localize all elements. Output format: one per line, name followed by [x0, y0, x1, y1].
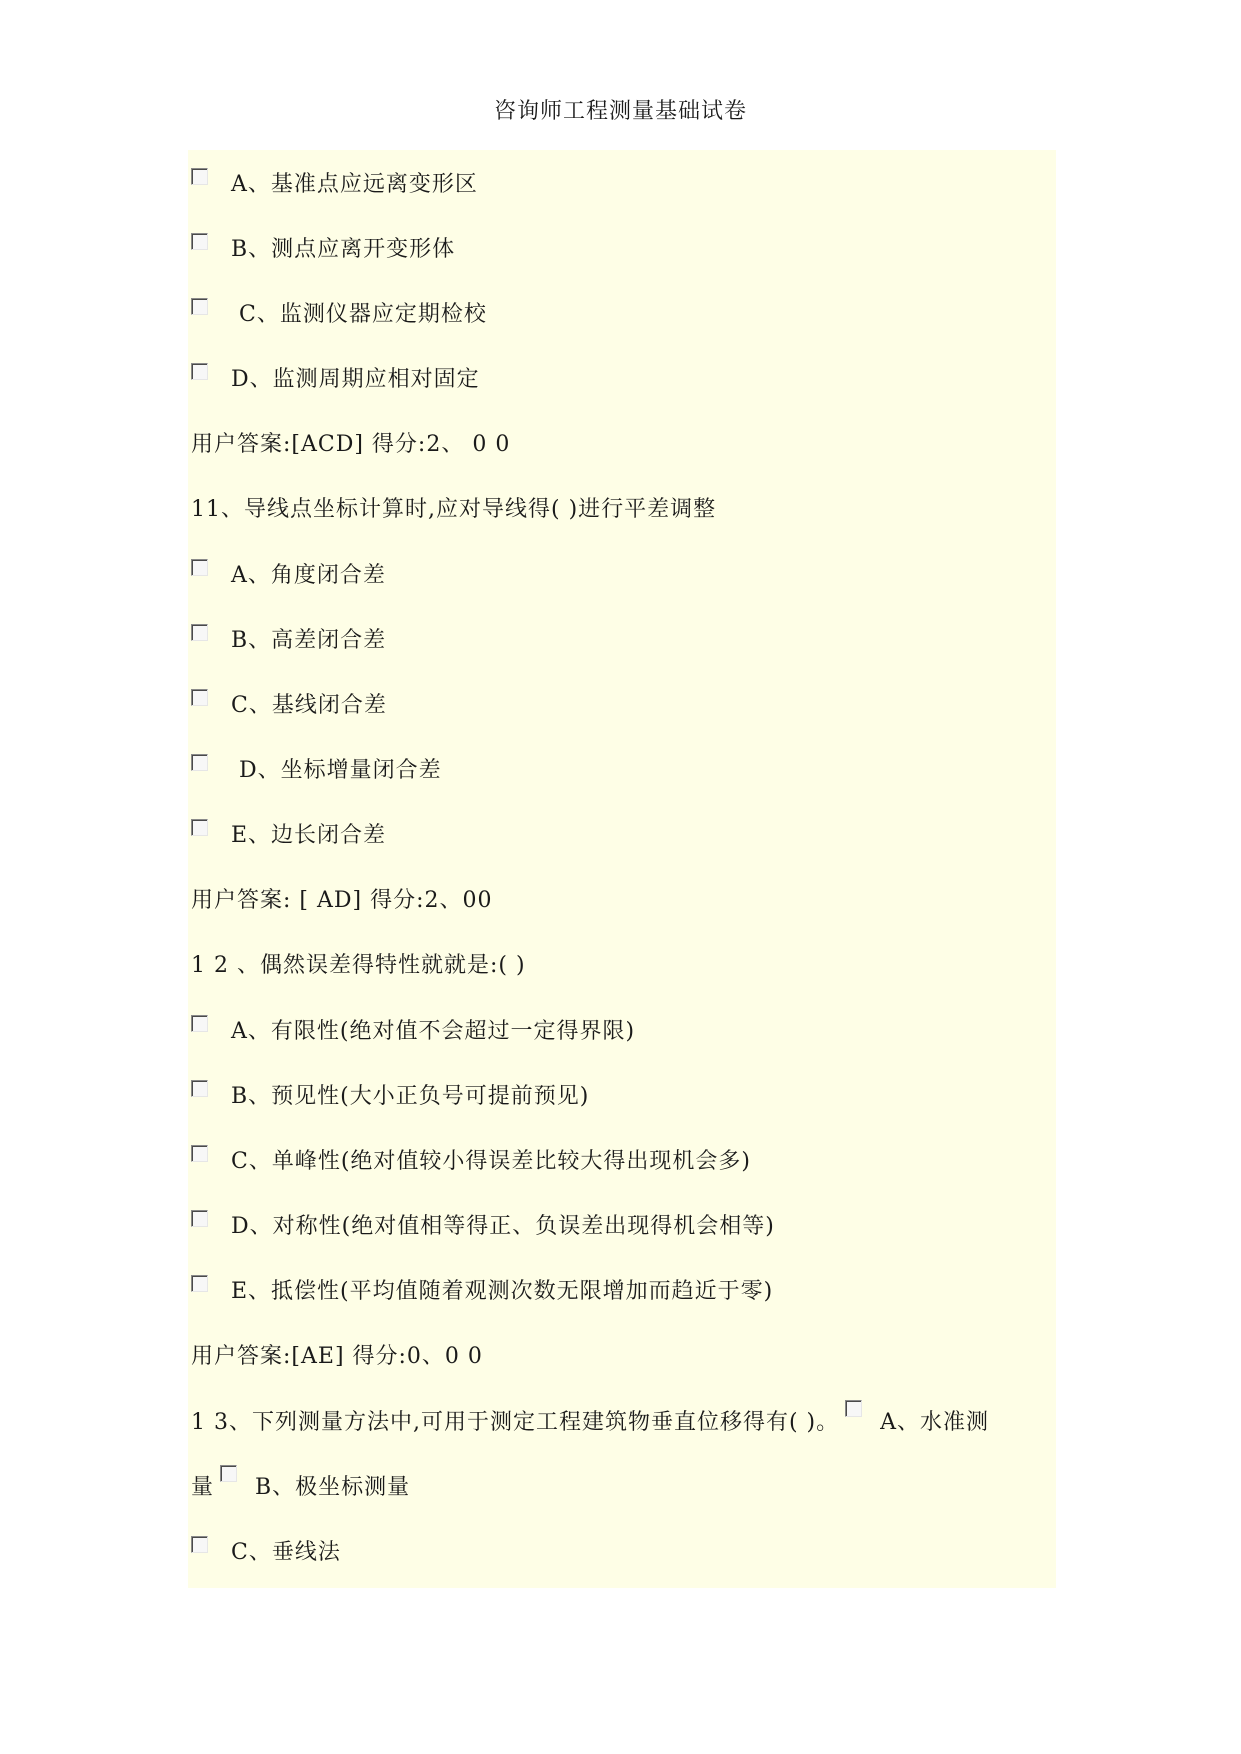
checkbox[interactable]: [191, 1145, 208, 1162]
checkbox[interactable]: [191, 1080, 208, 1097]
q12-option-d[interactable]: D、对称性(绝对值相等得正、负误差出现得机会相等): [191, 1212, 775, 1242]
q12-option-a[interactable]: A、有限性(绝对值不会超过一定得界限): [191, 1017, 635, 1047]
q10-option-c[interactable]: C、监测仪器应定期检校: [191, 300, 487, 330]
q13-option-b-line: [191, 1473, 410, 1503]
checkbox[interactable]: [191, 1210, 208, 1227]
q10-option-a[interactable]: A、基准点应远离变形区: [191, 170, 478, 200]
q13-question-line: [191, 1408, 989, 1438]
q13-option-a-wrap: 量: [191, 1475, 215, 1500]
q11-user-answer: 用户答案: [ AD] 得分:2、00: [191, 888, 493, 913]
q12-option-b[interactable]: B、预见性(大小正负号可提前预见): [191, 1082, 589, 1112]
checkbox[interactable]: [191, 819, 208, 836]
q11-option-a[interactable]: A、角度闭合差: [191, 561, 386, 591]
checkbox[interactable]: [191, 233, 208, 250]
q10-user-answer: 用户答案:[ACD] 得分:2、 0 0: [191, 432, 511, 457]
q10-option-d[interactable]: D、监测周期应相对固定: [191, 365, 480, 395]
checkbox[interactable]: [191, 168, 208, 185]
q13-option-c[interactable]: C、垂线法: [191, 1538, 341, 1568]
checkbox[interactable]: [191, 559, 208, 576]
q13-question: 1 3、下列测量方法中,可用于测定工程建筑物垂直位移得有( )。: [191, 1410, 840, 1435]
q13-option-b-label: B、极坐标测量: [255, 1475, 411, 1500]
checkbox[interactable]: [191, 1015, 208, 1032]
checkbox[interactable]: [191, 1275, 208, 1292]
checkbox[interactable]: [191, 624, 208, 641]
checkbox[interactable]: [191, 363, 208, 380]
q12-user-answer: 用户答案:[AE] 得分:0、0 0: [191, 1344, 483, 1369]
checkbox[interactable]: [845, 1400, 862, 1417]
checkbox[interactable]: [191, 754, 208, 771]
document-title: 咨询师工程测量基础试卷: [493, 99, 747, 124]
q11-option-d[interactable]: D、坐标增量闭合差: [191, 756, 442, 786]
q11-question: 11、导线点坐标计算时,应对导线得( )进行平差调整: [191, 497, 717, 522]
checkbox[interactable]: [191, 689, 208, 706]
q12-question: 1 2 、偶然误差得特性就就是:( ): [191, 953, 526, 978]
checkbox[interactable]: [191, 298, 208, 315]
q12-option-c[interactable]: C、单峰性(绝对值较小得误差比较大得出现机会多): [191, 1147, 751, 1177]
q10-option-b[interactable]: B、测点应离开变形体: [191, 235, 455, 265]
q11-option-c[interactable]: C、基线闭合差: [191, 691, 387, 721]
q11-option-b[interactable]: B、高差闭合差: [191, 626, 386, 656]
checkbox[interactable]: [191, 1536, 208, 1553]
q12-option-e[interactable]: E、抵偿性(平均值随着观测次数无限增加而趋近于零): [191, 1277, 773, 1307]
q13-option-a-label: A、水准测: [880, 1410, 990, 1435]
q11-option-e[interactable]: E、边长闭合差: [191, 821, 386, 851]
checkbox[interactable]: [220, 1465, 237, 1482]
